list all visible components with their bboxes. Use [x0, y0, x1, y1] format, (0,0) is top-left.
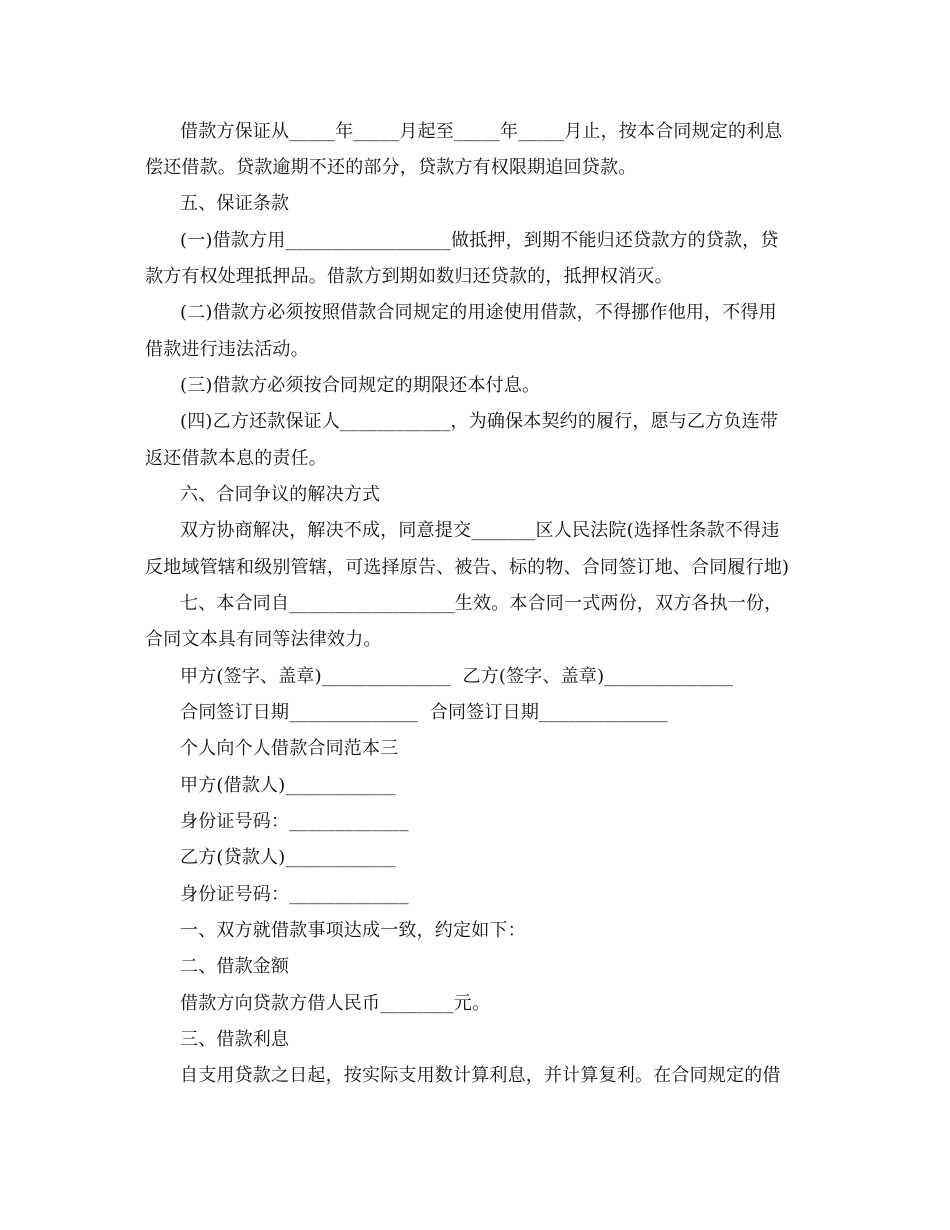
template-three-title: 个人向个人借款合同范本三: [180, 738, 399, 759]
agreement-intro: 一、双方就借款事项达成一致，约定如下：: [180, 920, 526, 941]
clause-1-line-1: (一)借款方用__________________做抵押，到期不能归还贷款方的贷款，贷: [180, 230, 779, 251]
party-b-id-number: 身份证号码：_____________: [180, 884, 409, 905]
dispute-line-2: 反地域管辖和级别管辖，可选择原告、被告、标的物、合同签订地、合同履行地): [145, 557, 790, 578]
party-a-borrower: 甲方(借款人)____________: [180, 775, 396, 796]
section-heading-loan-amount: 二、借款金额: [180, 956, 290, 977]
section-heading-dispute-resolution: 六、合同争议的解决方式: [180, 484, 381, 505]
clause-2-line-1: (二)借款方必须按照借款合同规定的用途使用借款，不得挪作他用，不得用: [180, 302, 777, 323]
section-heading-loan-interest: 三、借款利息: [180, 1029, 290, 1050]
party-b-lender: 乙方(贷款人)____________: [180, 847, 396, 868]
section-heading-guarantee-terms: 五、保证条款: [180, 193, 290, 214]
clause-1-line-2: 款方有权处理抵押品。借款方到期如数归还贷款的，抵押权消灭。: [145, 266, 673, 287]
clause-2-line-2: 借款进行违法活动。: [145, 339, 309, 360]
loan-interest-line-1: 自支用贷款之日起，按实际支用数计算利息，并计算复利。在合同规定的借: [180, 1065, 781, 1086]
effective-clause-line-1: 七、本合同自__________________生效。本合同一式两份，双方各执一份，: [180, 593, 783, 614]
loan-amount-line: 借款方向贷款方借人民币________元。: [180, 993, 491, 1014]
clause-4-line-1: (四)乙方还款保证人____________，为确保本契约的履行，愿与乙方负连带: [180, 411, 779, 432]
dispute-line-1: 双方协商解决，解决不成，同意提交_______区人民法院(选择性条款不得违: [180, 520, 780, 541]
guarantee-repayment-line-1: 借款方保证从_____年_____月起至_____年_____月止，按本合同规定的利息: [180, 121, 783, 142]
guarantee-repayment-line-2: 偿还借款。贷款逾期不还的部分，贷款方有权限期追回贷款。: [145, 157, 637, 178]
signing-date-line: 合同签订日期______________ 合同签订日期______________: [180, 702, 668, 723]
clause-4-line-2: 返还借款本息的责任。: [145, 448, 327, 469]
party-a-id-number: 身份证号码：_____________: [180, 811, 409, 832]
clause-3: (三)借款方必须按合同规定的期限还本付息。: [180, 375, 541, 396]
signature-line: 甲方(签字、盖章)______________ 乙方(签字、盖章)______________: [180, 666, 734, 687]
effective-clause-line-2: 合同文本具有同等法律效力。: [145, 629, 382, 650]
